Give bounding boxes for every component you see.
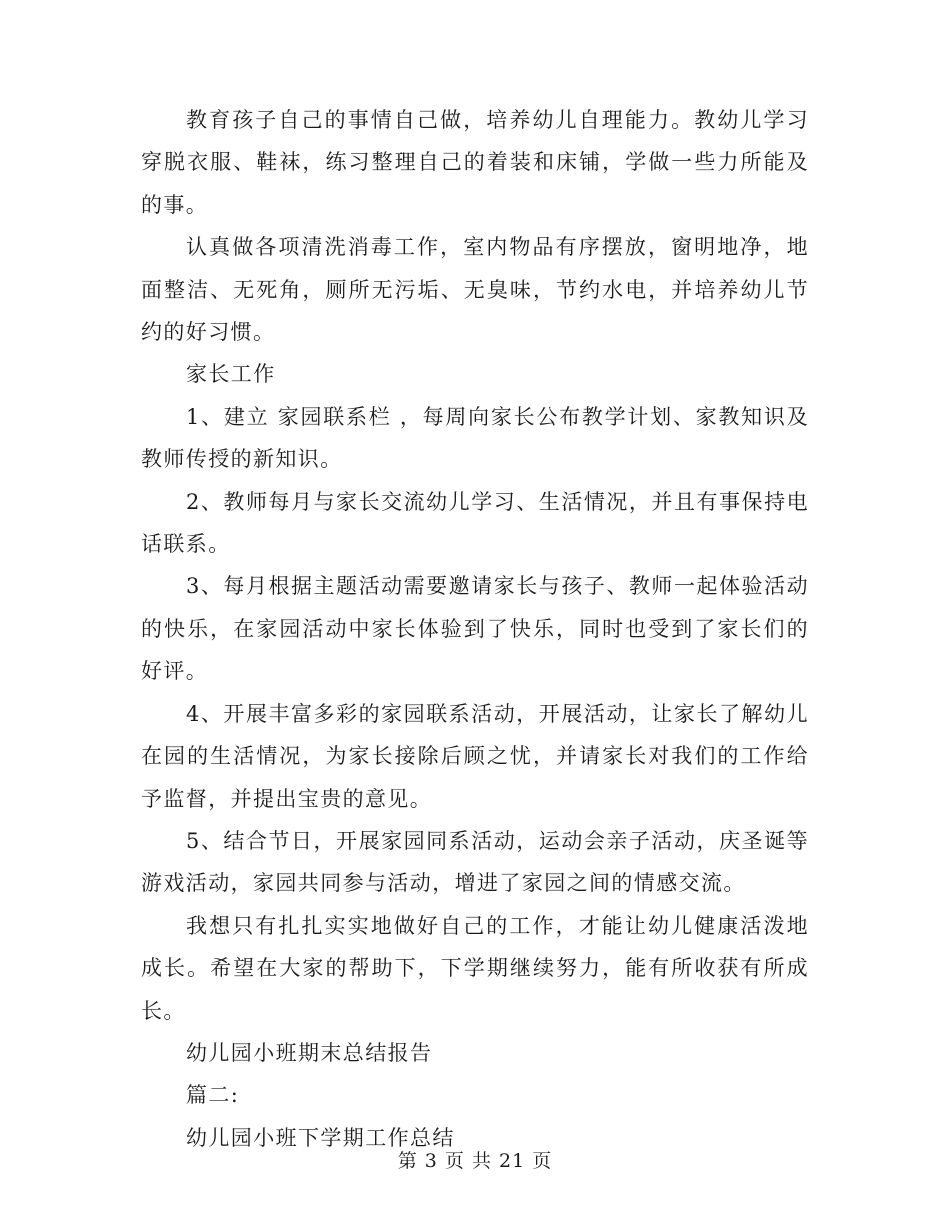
section-heading-parent-work: 家长工作 [186, 362, 276, 387]
paragraph-self-care: 教育孩子自己的事情自己做，培养幼儿自理能力。教幼儿学习穿脱衣服、鞋袜，练习整理自己的着装和床铺，学做一些力所能及的事。 [141, 108, 809, 217]
footer-prefix: 第 [397, 1150, 418, 1172]
paragraph-item-2: 2、教师每月与家长交流幼儿学习、生活情况，并且有事保持电话联系。 [141, 489, 809, 557]
document-body [141, 99, 809, 1159]
footer-page-number: 3 [424, 1150, 438, 1172]
paragraph-item-4: 4、开展丰富多彩的家园联系活动，开展活动，让家长了解幼儿在园的生活情况，为家长接除后顾之忧，并请家长对我们的工作给予监督，并提出宝贵的意见。 [141, 701, 809, 811]
page-footer [0, 1146, 950, 1173]
paragraph-conclusion: 我想只有扎扎实实地做好自己的工作，才能让幼儿健康活泼地成长。希望在大家的帮助下，下学期继续努力，能有所收获有所成长。 [141, 913, 809, 1023]
paragraph-item-1: 1、建立 家园联系栏 ，每周向家长公布教学计划、家教知识及教师传授的新知识。 [141, 404, 809, 472]
footer-middle: 页 共 [444, 1150, 492, 1172]
paragraph-item-5: 5、结合节日，开展家园同系活动，运动会亲子活动，庆圣诞等游戏活动，家园共同参与活动，增进了家园之间的情感交流。 [141, 828, 809, 896]
paragraph-item-3: 3、每月根据主题活动需要邀请家长与孩子、教师一起体验活动的快乐，在家园活动中家长体验到了快乐，同时也受到了家长们的好评。 [141, 574, 809, 684]
paragraph-cleaning: 认真做各项清洗消毒工作，室内物品有序摆放，窗明地净，地面整洁、无死角，厕所无污垢、无臭味，节约水电，并培养幼儿节约的好习惯。 [141, 235, 809, 345]
footer-total-pages: 21 [499, 1150, 526, 1172]
part-label: 篇二: [186, 1083, 240, 1108]
next-section-title: 幼儿园小班下学期工作总结 [186, 1125, 455, 1150]
footer-suffix: 页 [532, 1150, 553, 1172]
report-title: 幼儿园小班期末总结报告 [186, 1040, 433, 1065]
